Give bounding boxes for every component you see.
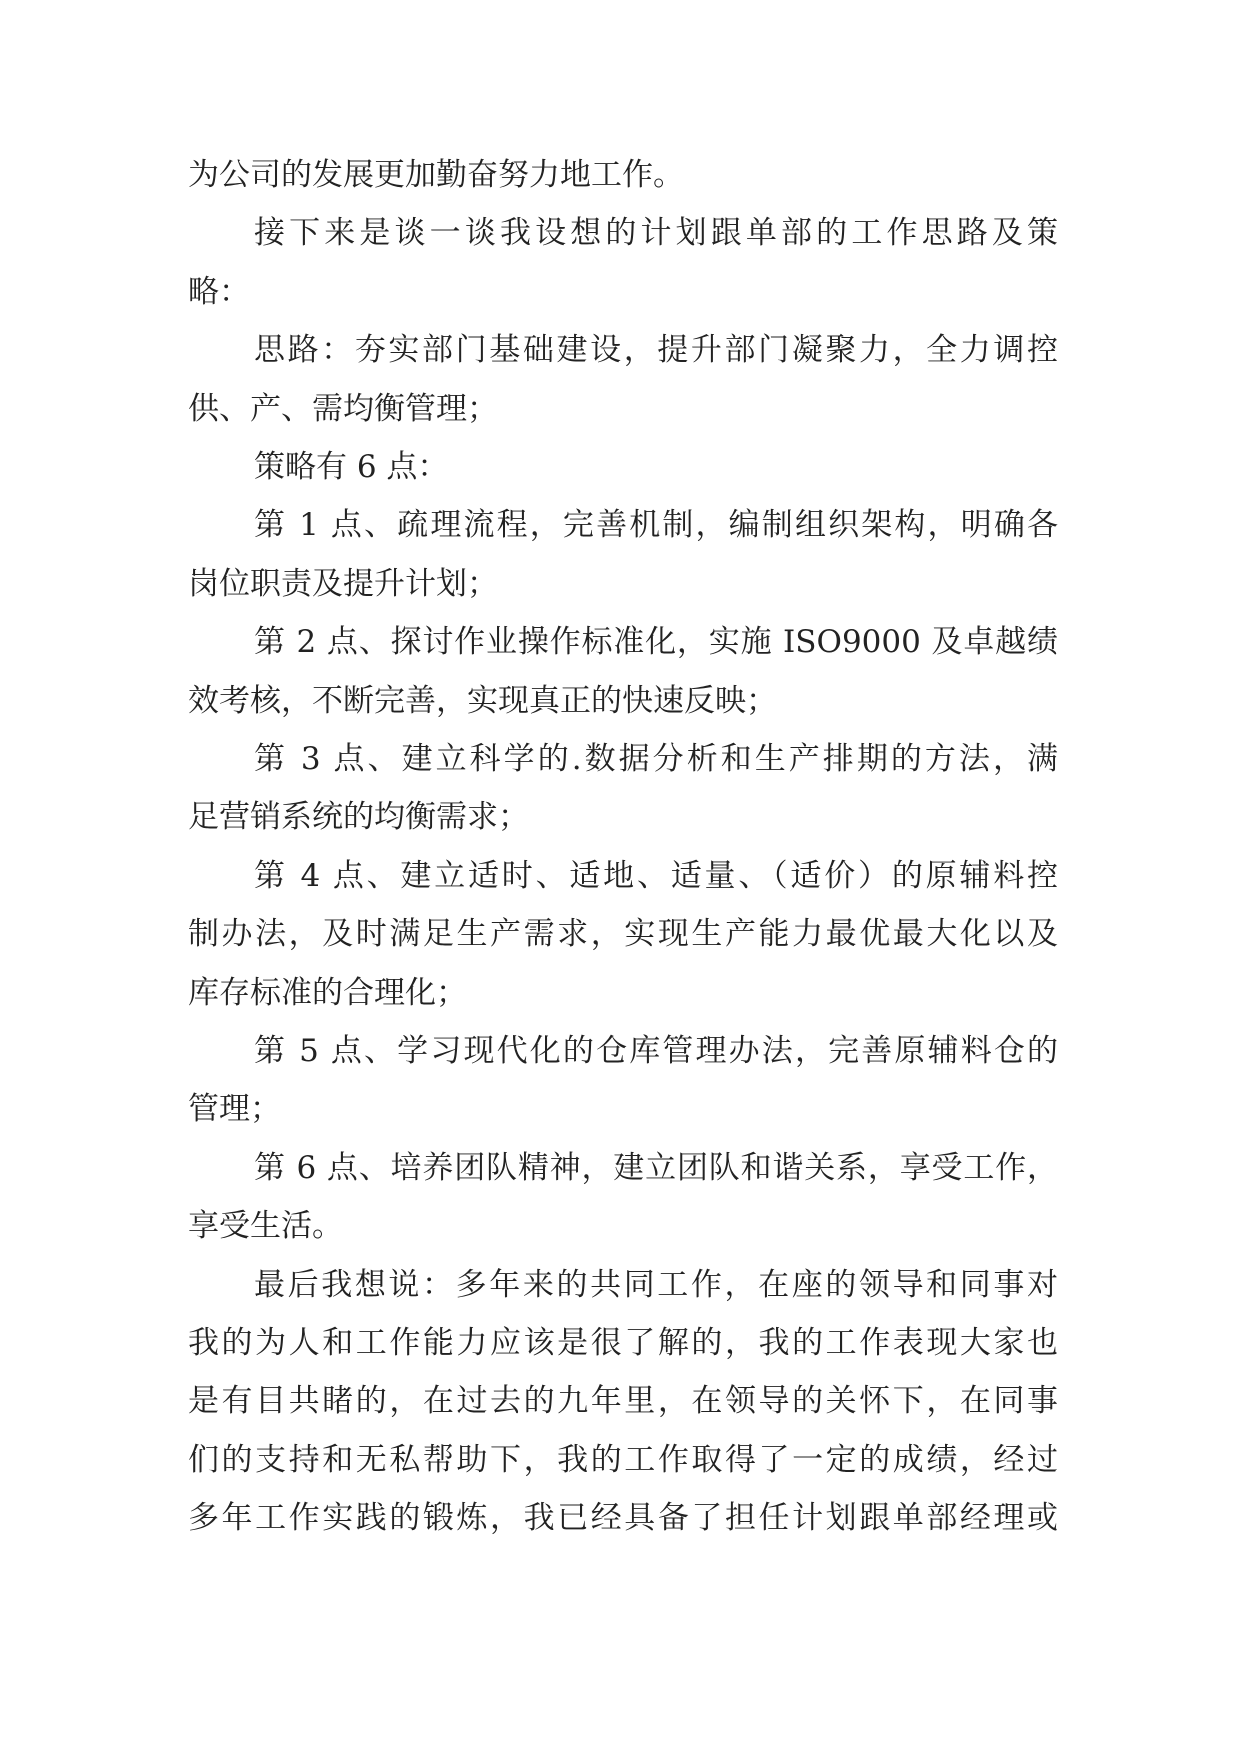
text-line: 最后我想说：多年来的共同工作，在座的领导和同事对 — [254, 1266, 1058, 1303]
text-line: 我的为人和工作能力应该是很了解的，我的工作表现大家也 — [188, 1325, 1058, 1361]
text-line: 第 5 点、学习现代化的仓库管理办法，完善原辅料仓的 — [254, 1033, 1058, 1069]
text-line: 足营销系统的均衡需求； — [188, 799, 529, 836]
text-line: 制办法，及时满足生产需求，实现生产能力最优最大化以及 — [188, 916, 1058, 953]
text-line: 第 2 点、探讨作业操作标准化，实施 ISO9000 及卓越绩 — [254, 624, 1058, 661]
text-line: 第 6 点、培养团队精神，建立团队和谐关系，享受工作， — [254, 1149, 1058, 1186]
text-line: 享受生活。 — [188, 1208, 343, 1245]
text-line: 策略有 6 点： — [254, 449, 449, 485]
text-line: 们的支持和无私帮助下，我的工作取得了一定的成绩，经过 — [188, 1441, 1058, 1478]
text-line: 接下来是谈一谈我设想的计划跟单部的工作思路及策 — [254, 215, 1058, 252]
text-line: 思路：夯实部门基础建设，提升部门凝聚力，全力调控 — [254, 332, 1058, 369]
text-line: 第 1 点、疏理流程，完善机制，编制组织架构，明确各 — [254, 507, 1058, 544]
text-line: 为公司的发展更加勤奋努力地工作。 — [188, 157, 684, 193]
text-line: 供、产、需均衡管理； — [188, 390, 498, 427]
text-line: 是有目共睹的，在过去的九年里，在领导的关怀下，在同事 — [188, 1383, 1058, 1420]
text-line: 效考核，不断完善，实现真正的快速反映； — [188, 682, 777, 719]
text-line: 多年工作实践的锻炼，我已经具备了担任计划跟单部经理或 — [188, 1500, 1058, 1537]
text-line: 岗位职责及提升计划； — [188, 565, 498, 602]
text-line: 略： — [188, 273, 250, 310]
text-line: 第 3 点、建立科学的.数据分析和生产排期的方法，满 — [254, 741, 1058, 777]
text-line: 库存标准的合理化； — [188, 974, 467, 1011]
text-line: 第 4 点、建立适时、适地、适量、（适价）的原辅料控 — [254, 857, 1058, 894]
text-line: 管理； — [188, 1091, 281, 1128]
